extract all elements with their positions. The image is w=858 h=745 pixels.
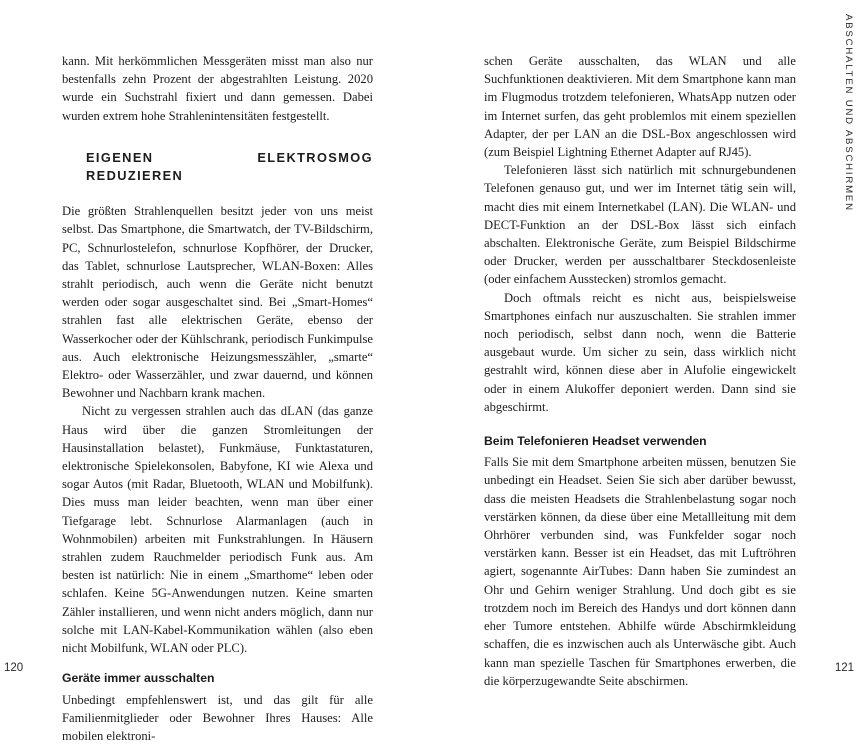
paragraph: Die größten Strahlenquellen besitzt jeder von uns meist selbst. Das Smartphone, die Smartwatch, der TV-Bildschirm, PC, Schnurlostelefon, schnurlose Kopfhörer, der Drucker, das Tablet, schnurlose Lautsprecher, WLAN-Boxen: Alles strahlt periodisch, auch wenn die Geräte nicht benutzt werden oder sogar ausgeschaltet sind. Bei „Smart-Homes“ strahlen fast alle elektrischen Geräte, ebenso der Wasserkocher oder der Kühlschrank, periodisch Funkimpulse aus. Auch elektronische Heizungsmesszähler, „smarte“ Elektro- oder Wasserzähler, und zwar dauernd, und können Bewohner und Nachbarn krank machen. — [62, 202, 373, 402]
subheading: Beim Telefonieren Headset verwenden — [484, 432, 796, 450]
paragraph: Unbedingt empfehlenswert ist, und das gilt für alle Familienmitglieder oder Bewohner Ihres Hauses: Alle mobilen elektroni- — [62, 691, 373, 745]
paragraph: schen Geräte ausschalten, das WLAN und alle Suchfunktionen deaktivieren. Mit dem Smartphone kann man im Flugmodus trotzdem telefonieren, WhatsApp nutzen oder im Internet surfen, das geht problemlos mit einem speziellen Adapter, der per LAN an die DSL-Box angeschlossen wird (zum Beispiel Lightning Ethernet Adapter auf RJ45). — [484, 52, 796, 161]
right-text-column — [484, 52, 796, 690]
subheading: Geräte immer ausschalten — [62, 669, 373, 687]
paragraph: Falls Sie mit dem Smartphone arbeiten müssen, benutzen Sie unbedingt ein Headset. Seien Sie sich aber darüber bewusst, dass die meisten Headsets die Strahlenbelastung sogar noch verstärken können, da diese über eine Metallleitung mit dem Ohrhörer verbunden sind, was Funkfelder sogar noch verstärken kann. Besser ist ein Headset, das mit Luftröhren agiert, sogenannte AirTubes: Dann haben Sie zumindest an Ohr und Gehirn weniger Strahlung. Und doch gibt es sie trotzdem noch im Bereich des Handys und dort können dann eher Tumore entstehen. Abhilfe würde Abschirmkleidung schaffen, die es inzwischen auch als Unterwäsche gibt. Auch kann man spezielle Taschen für Smartphones erwerben, die die körperzugewandte Seite abschirmen. — [484, 453, 796, 690]
paragraph: Telefonieren lässt sich natürlich mit schnurgebundenen Telefonen genauso gut, und wer im Internet tätig sein will, macht dies mit einem Internetkabel (LAN). Die WLAN- und DECT-Funktion an der DSL-Box lässt sich einfach abschalten. Elektronische Geräte, zum Beispiel Bildschirme oder Drucker, werden per ausschaltbarer Steckdosenleiste (oder einfachem Ausstecken) stromlos gemacht. — [484, 161, 796, 288]
running-head: ABSCHALTEN UND ABSCHIRMEN — [843, 14, 854, 212]
left-page — [0, 0, 429, 686]
section-heading: EIGENEN ELEKTROSMOG REDUZIEREN — [86, 149, 373, 185]
right-page — [429, 0, 858, 686]
paragraph-intro: kann. Mit herkömmlichen Messgeräten misst man also nur bestenfalls zehn Prozent der abgestrahlten Leistung. 2020 wurde ein Suchstrahl fixiert und dann gemessen. Dabei wurden extrem hohe Strahlenintensitäten festgestellt. — [62, 52, 373, 125]
paragraph: Doch oftmals reicht es nicht aus, beispielsweise Smartphones einfach nur auszuschalten. Sie strahlen immer noch periodisch, selbst dann noch, wenn die Batterie ausgebaut wurde. Um sicher zu sein, dass wirklich nicht gestrahlt wird, können diese aber in Alufolie eingewickelt oder in einem Alukoffer deponiert werden. Dann sind sie abgeschirmt. — [484, 289, 796, 416]
page-number-left: 120 — [4, 662, 23, 674]
page-number-right: 121 — [835, 662, 854, 674]
paragraph: Nicht zu vergessen strahlen auch das dLAN (das ganze Haus wird über die ganzen Stromleitungen der Hausinstallation belastet), Funkmäuse, Funktastaturen, elektronische Spielekonsolen, Babyfone, KI wie Alexa und sogar Autos (mit Radar, Bluetooth, WLAN und Mobilfunk). Dies muss man leider beachten, wenn man über einer Tiefgarage lebt. Schnurlose Alarmanlagen (auch in Wohnmobilen) arbeiten mit Funkstrahlungen. In Häusern strahlen zudem Rauchmelder periodisch Funk aus. Am besten ist natürlich: Nie in einem „Smarthome“ leben oder schlafen. Keine 5G-Anwendungen nutzen. Keine smarten Zähler installieren, und wenn nicht anders möglich, dann nur solche mit LAN-Kabel-Kommunikation wählen (also eben nicht Mobilfunk, WLAN oder PLC). — [62, 402, 373, 657]
left-text-column — [62, 52, 373, 745]
